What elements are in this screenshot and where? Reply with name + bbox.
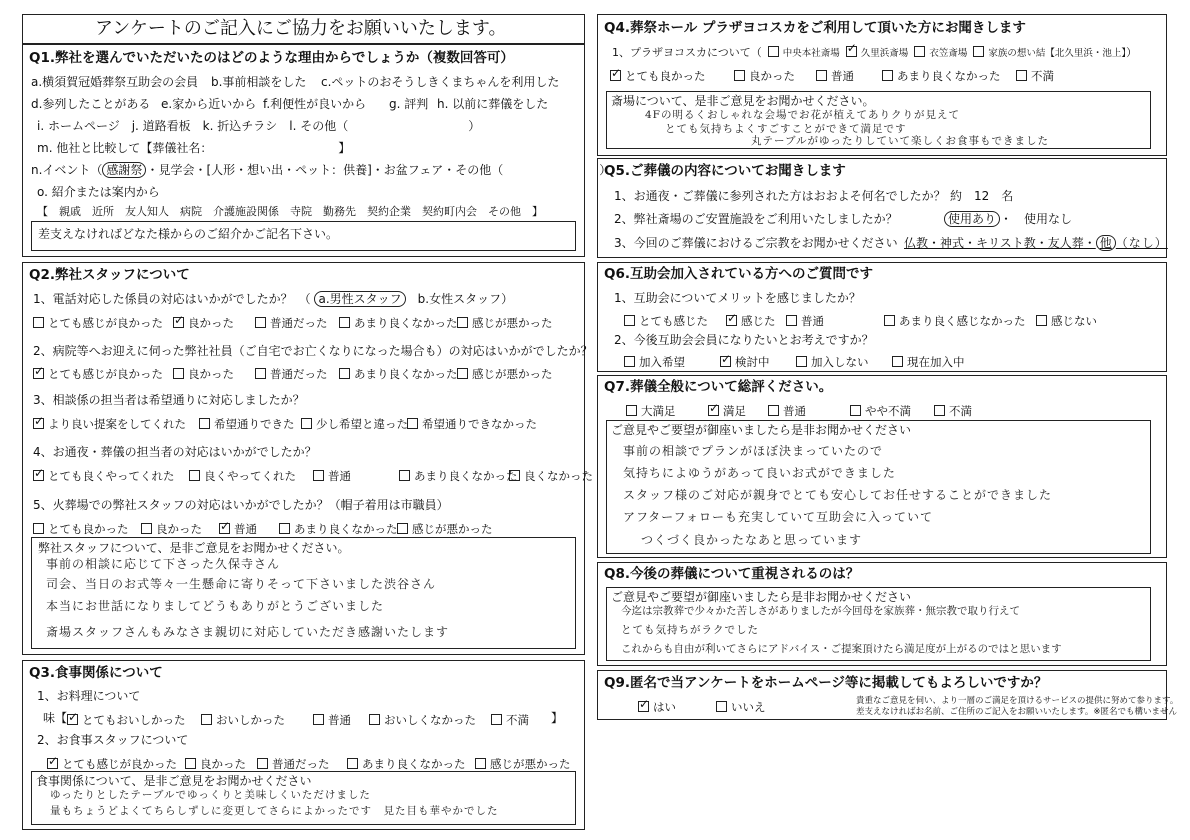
q2o5-option-0[interactable] — [33, 521, 129, 537]
q2o1-checkbox-4[interactable] — [457, 317, 468, 328]
q3o1-checkbox-1[interactable] — [201, 714, 212, 725]
q6o1-label-3: あまり良く感じなかった — [899, 314, 1026, 328]
q6o2-label-1: 検討中 — [735, 355, 770, 369]
q2-female-staff: b.女性スタッフ） — [417, 292, 514, 306]
q6o2-option-1[interactable] — [720, 354, 770, 370]
q2o5-option-4[interactable] — [397, 521, 493, 537]
q7-heading: Q7.葬儀全般について総評ください。 — [604, 379, 833, 395]
q5-religion-list[interactable]: 仏教・神式・キリスト教・友人葬・ — [904, 236, 1096, 250]
q2o3-checkbox-3[interactable] — [407, 418, 418, 429]
q2o4-option-2[interactable] — [313, 468, 351, 484]
q6o1-option-4[interactable] — [1036, 313, 1097, 329]
q4-s1-label: 1、プラザヨコスカについて（ — [612, 46, 762, 59]
q7o-label-2: 普通 — [783, 404, 806, 418]
q3-comment-label: 食事関係について、是非ご意見をお聞かせください — [36, 774, 312, 788]
q1-option-h[interactable]: h. 以前に葬儀をした — [437, 97, 549, 111]
q4o1-label-3: あまり良くなかった — [897, 69, 1001, 83]
q4o1-option-4[interactable] — [1016, 68, 1054, 84]
q2o4-label-1: 良くやってくれた — [204, 469, 296, 483]
q4o1-checkbox-4[interactable] — [1016, 70, 1027, 81]
q3o2-checkbox-1[interactable] — [185, 758, 196, 769]
survey-title: アンケートのご記入にご協力をお願いいたします。 — [95, 18, 507, 39]
q3o2-label-4: 感じが悪かった — [490, 757, 571, 771]
q4o1-checkbox-2[interactable] — [816, 70, 827, 81]
q6o2-label-0: 加入希望 — [639, 355, 685, 369]
q2o3-option-0[interactable] — [33, 416, 186, 432]
q7o-label-3: やや不満 — [865, 404, 911, 418]
q6o1-checkbox-0[interactable] — [624, 315, 635, 326]
q2-comment-label: 弊社スタッフについて、是非ご意見をお聞かせください。 — [38, 541, 350, 555]
q4-halls — [762, 46, 1126, 59]
q8-section — [597, 562, 1167, 666]
q7-comment-2: 気持ちによゆうがあって良いお式ができました — [623, 466, 896, 480]
q2o2-checkbox-2[interactable] — [255, 368, 266, 379]
q3o1-option-2[interactable] — [313, 712, 351, 728]
q2o5-label-4: 感じが悪かった — [412, 522, 493, 536]
q3o1-checkbox-2[interactable] — [313, 714, 324, 725]
q2o1-checkbox-0[interactable] — [33, 317, 44, 328]
q2o2-option-0[interactable] — [33, 366, 163, 382]
q5-usage-yes-selected[interactable]: 使用あり — [944, 211, 1000, 227]
q6o2-label-2: 加入しない — [811, 355, 869, 369]
q7-section — [597, 375, 1167, 558]
q2o3-option-1[interactable] — [199, 416, 295, 432]
q2o4-option-0[interactable] — [33, 468, 175, 484]
q2o4-option-3[interactable] — [399, 468, 518, 484]
q9-no-checkbox[interactable] — [716, 701, 727, 712]
q2o4-checkbox-1[interactable] — [189, 470, 200, 481]
q9-yes-checkbox[interactable] — [638, 701, 649, 712]
q5-s3: 3、今回のご葬儀におけるご宗教をお聞かせください — [614, 236, 898, 250]
q5-s2: 2、弊社斎場のご安置施設をご利用いたしましたか？ — [614, 212, 898, 226]
q4-hall-checkbox-2[interactable] — [914, 46, 925, 57]
q7o-label-4: 不満 — [949, 404, 972, 418]
q2o4-checkbox-3[interactable] — [399, 470, 410, 481]
q2o5-label-1: 良かった — [156, 522, 202, 536]
q2o3-option-2[interactable] — [301, 416, 408, 432]
q5-s2-options — [944, 213, 1072, 225]
q6o1-checkbox-2[interactable] — [786, 315, 797, 326]
q2o5-option-1[interactable] — [141, 521, 202, 537]
q2o5-option-2[interactable] — [219, 521, 257, 537]
q3o2-option-2[interactable] — [257, 756, 330, 772]
q1-section — [22, 44, 612, 257]
q1-option-a[interactable]: a.横須賀冠婚葬祭互助会の会員 — [31, 75, 199, 89]
q5-religion-note: （なし） — [1115, 236, 1168, 250]
q3-comment-2: 量もちょうどよくてちらしずしに変更してさらによかったです 見た目も華やかでした — [50, 805, 499, 817]
q8-comment-1: 今迄は宗教葬で少々かた苦しさがありましたが今回母を家族葬・無宗教で取り行えて — [621, 605, 1020, 617]
q4o1-label-2: 普通 — [831, 69, 854, 83]
q5-section — [597, 158, 1167, 258]
q2o2-label-3: あまり良くなかった — [354, 367, 458, 381]
q3-end-bracket: 】 — [551, 711, 564, 725]
q3o1-label-2: 普通 — [328, 713, 351, 727]
q2o2-checkbox-4[interactable] — [457, 368, 468, 379]
q2o5-label-2: 普通 — [234, 522, 257, 536]
q2o1-checkbox-1[interactable] — [173, 317, 184, 328]
q6o2-checkbox-0[interactable] — [624, 356, 635, 367]
q7-comment-label: ご意見やご要望が御座いましたら是非お聞かせください — [611, 423, 912, 437]
q4o1-option-1[interactable] — [734, 68, 795, 84]
q2-comment-3: 本当にお世話になりましてどうもありがとうございました — [46, 599, 385, 613]
q3o2-option-0[interactable] — [47, 756, 177, 772]
q7o-label-0: 大満足 — [641, 404, 676, 418]
q2o5-checkbox-3[interactable] — [279, 523, 290, 534]
q8-comment-3: これからも自由が利いてさらにアドバイス・ご提案頂けたら満足度が上がるのではと思います — [621, 643, 1062, 655]
q1-kanshasai-selected: 感謝祭 — [102, 162, 146, 178]
q2-comment-4: 斎場スタッフさんもみなさま親切に対応していただき感謝いたします — [46, 625, 450, 639]
q7-comment-1: 事前の相談でプランがほぼ決まっていたので — [623, 444, 884, 458]
q2o4-label-4: 良くなかった — [524, 469, 593, 483]
q2o4-option-4[interactable] — [509, 468, 593, 484]
q6o2-checkbox-3[interactable] — [892, 356, 903, 367]
q1-option-b[interactable]: b.事前相談をした — [211, 75, 307, 89]
q4o1-checkbox-1[interactable] — [734, 70, 745, 81]
q8-heading: Q8.今後の葬儀について重視されるのは？ — [604, 566, 860, 582]
q3-s2: 2、お食事スタッフについて — [37, 733, 189, 747]
q2o5-label-0: とても良かった — [48, 522, 129, 536]
q2o3-option-3[interactable] — [407, 416, 537, 432]
q6o2-label-3: 現在加入中 — [907, 355, 965, 369]
q2o2-label-4: 感じが悪かった — [472, 367, 553, 381]
q2o1-option-2[interactable] — [255, 315, 328, 331]
q7o-checkbox-4[interactable] — [934, 405, 945, 416]
q4-hall-label-0: 中央本社斎場 — [782, 48, 840, 59]
q6o1-label-0: とても感じた — [639, 314, 708, 328]
q4-hall-checkbox-3[interactable] — [973, 46, 984, 57]
q9-yes-label: はい — [653, 700, 676, 714]
q3-aji: 味【 — [43, 711, 68, 725]
q2o5-checkbox-1[interactable] — [141, 523, 152, 534]
q1-options-ijkl[interactable]: i. ホームページ j. 道路看板 k. 折込チラシ l. その他（ ） — [37, 119, 481, 133]
q2o4-label-0: とても良くやってくれた — [48, 469, 175, 483]
q2o1-label-1: 良かった — [188, 316, 234, 330]
q3o2-checkbox-0[interactable] — [47, 758, 58, 769]
q3o1-option-0[interactable] — [67, 712, 186, 728]
q2o2-label-1: 良かった — [188, 367, 234, 381]
q2o3-label-3: 希望通りできなかった — [422, 417, 537, 431]
q4-section — [597, 14, 1167, 156]
q4-close: ） — [1126, 46, 1138, 59]
q9-no-option[interactable] — [716, 699, 766, 715]
q4-s1 — [612, 46, 1137, 59]
q2o3-checkbox-1[interactable] — [199, 418, 210, 429]
q4o1-option-2[interactable] — [816, 68, 854, 84]
q6-s2: 2、今後互助会会員になりたいとお考えですか？ — [614, 333, 874, 347]
q2o1-label-0: とても感じが良かった — [48, 316, 163, 330]
q5-religion-other-selected[interactable]: 他 — [1096, 235, 1116, 251]
q2-s2: 2、病院等へお迎えに伺った弊社社員（ご自宅でお亡くなりになった場合も）の対応はいかがでしたか？ — [33, 344, 593, 358]
title-box — [22, 14, 585, 44]
q6o1-checkbox-3[interactable] — [884, 315, 895, 326]
q2o5-label-3: あまり良くなかった — [294, 522, 398, 536]
q2o2-option-2[interactable] — [255, 366, 328, 382]
q3o2-checkbox-2[interactable] — [257, 758, 268, 769]
q6o2-option-2[interactable] — [796, 354, 869, 370]
q6o1-option-3[interactable] — [884, 313, 1026, 329]
q2o5-checkbox-4[interactable] — [397, 523, 408, 534]
q5-s1-answer[interactable]: 約 12 名 — [950, 189, 1014, 203]
q9-yes-option[interactable] — [638, 699, 676, 715]
q3-section — [22, 660, 585, 830]
q2o2-checkbox-1[interactable] — [173, 368, 184, 379]
q3o1-label-1: おいしかった — [216, 713, 285, 727]
q4o1-label-4: 不満 — [1031, 69, 1054, 83]
q7-comment-4: アフターフォローも充実していて互助会に入っていて — [623, 510, 933, 524]
q6-section — [597, 262, 1167, 372]
q1-option-n-rest: ・見学会・[人形・想い出・ペット：供養]・お盆フェア・その他（ ） — [146, 163, 612, 177]
q4o1-checkbox-0[interactable] — [610, 70, 621, 81]
q3o1-checkbox-0[interactable] — [67, 714, 78, 725]
q1-referral-list: 【 親戚 近所 友人知人 病院 介護施設関係 寺院 勤務先 契約企業 契約町内会 その他 】 — [37, 205, 543, 218]
q2o2-checkbox-0[interactable] — [33, 368, 44, 379]
q7o-option-1[interactable] — [708, 403, 746, 419]
q7o-checkbox-0[interactable] — [626, 405, 637, 416]
q2o3-checkbox-2[interactable] — [301, 418, 312, 429]
q9-note-1: 貴重なご意見を伺い、より一層のご満足を頂けるサービスの提供に努めて参ります。 — [856, 696, 1179, 706]
q6o1-option-1[interactable] — [726, 313, 776, 329]
q2-male-staff-selected: a.男性スタッフ — [314, 291, 405, 307]
q4-comment-2: とても気持ちよくすごすことができて満足です — [665, 123, 907, 135]
q2-s5: 5、火葬場での弊社スタッフの対応はいかがでしたか？（帽子着用は市職員） — [33, 498, 449, 512]
q3-comment-box[interactable] — [31, 771, 576, 825]
q2o5-checkbox-0[interactable] — [33, 523, 44, 534]
q6o1-checkbox-4[interactable] — [1036, 315, 1047, 326]
q2o1-label-3: あまり良くなかった — [354, 316, 458, 330]
q7-comment-box[interactable] — [606, 420, 1151, 554]
q2o3-checkbox-0[interactable] — [33, 418, 44, 429]
q7-comment-3: スタッフ様のご対応が親身でとても安心してお任せすることができました — [623, 488, 1053, 502]
q2o1-option-3[interactable] — [339, 315, 458, 331]
q1-heading: Q1.弊社を選んでいただいたのはどのような理由からでしょうか（複数回答可） — [29, 50, 514, 66]
q2-s1 — [33, 293, 513, 305]
q1-referral-label: 差支えなければどなた様からのご紹介かご記名下さい。 — [38, 227, 339, 241]
q6-s1: 1、互助会についてメリットを感じましたか？ — [614, 291, 861, 305]
q3o2-label-1: 良かった — [200, 757, 246, 771]
q1-option-n-label: n.イベント（ — [31, 163, 103, 177]
q1-option-m[interactable]: m. 他社と比較して【葬儀社名： 】 — [37, 141, 351, 155]
q4-hall-label-2: 衣笠斎場 — [929, 48, 968, 59]
q5-heading: Q5.ご葬儀の内容についてお聞きします — [604, 163, 846, 179]
q6o2-checkbox-1[interactable] — [720, 356, 731, 367]
q6o2-option-3[interactable] — [892, 354, 965, 370]
q7o-checkbox-2[interactable] — [768, 405, 779, 416]
q2o2-option-4[interactable] — [457, 366, 553, 382]
q2o1-option-0[interactable] — [33, 315, 163, 331]
q6o1-label-1: 感じた — [741, 314, 776, 328]
q2o2-option-3[interactable] — [339, 366, 458, 382]
q3o1-label-3: おいしくなかった — [384, 713, 476, 727]
q2o4-label-2: 普通 — [328, 469, 351, 483]
q9-section — [597, 670, 1179, 720]
q7o-label-1: 満足 — [723, 404, 746, 418]
q2o2-checkbox-3[interactable] — [339, 368, 350, 379]
q2-section — [22, 262, 593, 655]
q3-comment-1: ゆったりとしたテーブルでゆっくりと美味しくいただけました — [50, 789, 371, 801]
q4-hall-label-1: 久里浜斎場 — [860, 48, 909, 59]
q1-option-n[interactable] — [31, 164, 611, 176]
q3o2-option-4[interactable] — [475, 756, 571, 772]
q3o1-option-4[interactable] — [491, 712, 529, 728]
q2o1-checkbox-2[interactable] — [255, 317, 266, 328]
q3o1-checkbox-4[interactable] — [491, 714, 502, 725]
q6o1-option-2[interactable] — [786, 313, 824, 329]
q3o2-checkbox-3[interactable] — [347, 758, 358, 769]
q2o2-label-0: とても感じが良かった — [48, 367, 163, 381]
q6o2-checkbox-2[interactable] — [796, 356, 807, 367]
q1-option-e[interactable]: e.家から近いから — [161, 97, 257, 111]
q4-comment-box[interactable] — [606, 91, 1151, 149]
q6o2-option-0[interactable] — [624, 354, 685, 370]
q4-hall-label-3: 家族の想い結【北久里浜・池上】 — [988, 48, 1127, 59]
q2o1-option-4[interactable] — [457, 315, 553, 331]
q9-no-label: いいえ — [731, 700, 766, 714]
q7o-checkbox-3[interactable] — [850, 405, 861, 416]
q3o1-option-3[interactable] — [369, 712, 476, 728]
q2-comment-2: 司会、当日のお式等々一生懸命に寄りそって下さいました渋谷さん — [46, 577, 437, 591]
q3o2-option-1[interactable] — [185, 756, 246, 772]
q7o-checkbox-1[interactable] — [708, 405, 719, 416]
q4o1-option-3[interactable] — [882, 68, 1001, 84]
q2o1-option-1[interactable] — [173, 315, 234, 331]
q1-option-g[interactable]: g. 評判 — [389, 97, 429, 111]
q2o3-label-2: 少し希望と違った — [316, 417, 408, 431]
q4o1-option-0[interactable] — [610, 68, 706, 84]
q2o4-label-3: あまり良くなかった — [414, 469, 518, 483]
q2-s4: 4、お通夜・葬儀の担当者の対応はいかがでしたか？ — [33, 445, 317, 459]
q3o1-label-4: 不満 — [506, 713, 529, 727]
q2o4-checkbox-4[interactable] — [509, 470, 520, 481]
q4o1-checkbox-3[interactable] — [882, 70, 893, 81]
q3-s1: 1、お料理について — [37, 689, 141, 703]
q7-comment-5: つくづく良かったなあと思っています — [641, 533, 863, 547]
q3o1-option-1[interactable] — [201, 712, 285, 728]
q8-comment-label: ご意見やご要望が御座いましたら是非お聞かせください — [611, 590, 912, 604]
q3o2-label-3: あまり良くなかった — [362, 757, 466, 771]
q1-option-d[interactable]: d.参列したことがある — [31, 97, 151, 111]
q2o1-checkbox-3[interactable] — [339, 317, 350, 328]
q3o1-checkbox-3[interactable] — [369, 714, 380, 725]
q2o4-option-1[interactable] — [189, 468, 296, 484]
q1-option-c[interactable]: c.ペットのおそうしきくまちゃんを利用した — [321, 75, 560, 89]
q2-comment-1: 事前の相談に応じて下さった久保寺さん — [46, 557, 281, 571]
q4-comment-3: 丸テーブルがゆったりしていて楽しくお食事もできました — [751, 135, 1049, 147]
q2o2-option-1[interactable] — [173, 366, 234, 382]
q2o1-label-2: 普通だった — [270, 316, 328, 330]
q6-heading: Q6.互助会加入されている方へのご質問です — [604, 266, 873, 282]
q2o2-label-2: 普通だった — [270, 367, 328, 381]
q7o-option-4[interactable] — [934, 403, 972, 419]
q2o5-checkbox-2[interactable] — [219, 523, 230, 534]
q6o1-label-4: 感じない — [1051, 314, 1097, 328]
q8-comment-2: とても気持ちがラクでした — [621, 624, 759, 636]
q2-s1-label: 1、電話対応した係員の対応はいかがでしたか？ （ — [33, 292, 311, 306]
q4-comment-label: 斎場について、是非ご意見をお聞かせください。 — [611, 94, 875, 108]
q5-usage-no[interactable]: ・ 使用なし — [1000, 212, 1073, 226]
q3o1-label-0: とてもおいしかった — [82, 713, 186, 727]
q5-s1: 1、お通夜・ご葬儀に参列された方はおおよそ何名でしたか？ — [614, 189, 946, 203]
q4o1-label-1: 良かった — [749, 69, 795, 83]
q3o2-checkbox-4[interactable] — [475, 758, 486, 769]
q2o4-checkbox-2[interactable] — [313, 470, 324, 481]
q1-option-o[interactable]: o. 紹介または案内から — [37, 185, 160, 199]
q4-hall-checkbox-0[interactable] — [768, 46, 779, 57]
q2o3-label-1: 希望通りできた — [214, 417, 295, 431]
q1-option-f[interactable]: f.利便性が良いから — [263, 97, 367, 111]
q4-hall-checkbox-1[interactable] — [846, 46, 857, 57]
q4-heading: Q4.葬祭ホール プラザヨコスカをご利用して頂いた方にお聞きします — [604, 20, 1026, 36]
q7o-option-2[interactable] — [768, 403, 806, 419]
q9-heading: Q9.匿名で当アンケートをホームページ等に掲載してもよろしいですか？ — [604, 675, 1048, 691]
q2-heading: Q2.弊社スタッフについて — [29, 267, 190, 283]
q7o-option-3[interactable] — [850, 403, 911, 419]
q2-comment-box[interactable] — [31, 537, 576, 649]
q2o3-label-0: より良い提案をしてくれた — [48, 417, 186, 431]
q1-referral-box[interactable] — [31, 221, 576, 251]
q3-heading: Q3.食事関係について — [29, 665, 163, 681]
q4-comment-1: 4Fの明るくおしゃれな会場でお花が植えてありクりが見えて — [645, 109, 960, 121]
q6o1-label-2: 普通 — [801, 314, 824, 328]
q9-note-2: 差支えなければお名前、ご住所のご記入をお願いいたします。※匿名でも構いません — [856, 707, 1177, 717]
q3o2-option-3[interactable] — [347, 756, 466, 772]
q2o4-checkbox-0[interactable] — [33, 470, 44, 481]
q2-s3: 3、相談係の担当者は希望通りに対応しましたか？ — [33, 393, 305, 407]
q4o1-label-0: とても良かった — [625, 69, 706, 83]
q2o5-option-3[interactable] — [279, 521, 398, 537]
q7o-option-0[interactable] — [626, 403, 676, 419]
q6o1-option-0[interactable] — [624, 313, 708, 329]
q3o2-label-0: とても感じが良かった — [62, 757, 177, 771]
q3o2-label-2: 普通だった — [272, 757, 330, 771]
q5-religion-options — [904, 237, 1168, 249]
q6o1-checkbox-1[interactable] — [726, 315, 737, 326]
q2o1-label-4: 感じが悪かった — [472, 316, 553, 330]
q8-comment-box[interactable] — [606, 587, 1151, 661]
